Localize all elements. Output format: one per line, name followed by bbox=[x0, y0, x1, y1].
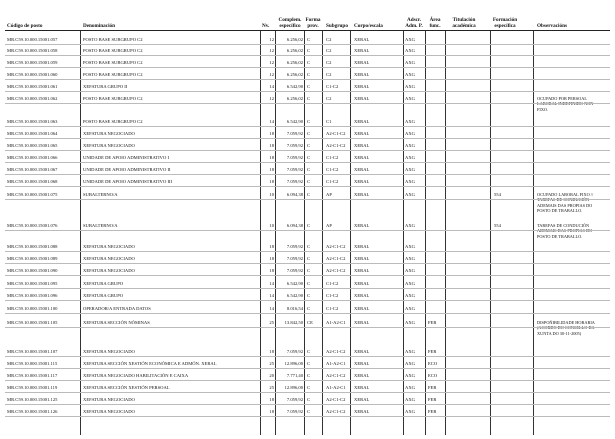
cell-corpo: XERAL bbox=[354, 306, 370, 311]
cell-subgrupo: A2-C1-C2 bbox=[326, 409, 346, 414]
cell-code: MR.C59.10.000.15001.063 bbox=[7, 119, 58, 124]
cell-corpo: XERAL bbox=[354, 320, 370, 325]
cell-forma: C bbox=[307, 397, 311, 402]
cell-adscr: AXG bbox=[405, 155, 415, 160]
header-corpo: Corpo/escala bbox=[354, 23, 383, 29]
cell-adscr: AXG bbox=[405, 349, 415, 354]
cell-corpo: XERAL bbox=[354, 84, 370, 89]
cell-nivel: 18 bbox=[269, 268, 274, 273]
cell-complemento: 6.542,90 bbox=[286, 119, 303, 124]
cell-subgrupo: A2-C1-C2 bbox=[326, 349, 346, 354]
cell-nivel: 12 bbox=[269, 37, 274, 42]
cell-nivel: 14 bbox=[269, 119, 274, 124]
row-separator bbox=[5, 79, 610, 80]
cell-complemento: 7.059,92 bbox=[286, 167, 303, 172]
cell-nivel: 12 bbox=[269, 72, 274, 77]
cell-corpo: XERAL bbox=[354, 349, 370, 354]
cell-forma: C bbox=[307, 244, 311, 249]
cell-complemento: 6.256,02 bbox=[286, 60, 303, 65]
cell-complemento: 12.896,00 bbox=[284, 385, 303, 390]
cell-denominacion: POSTO BASE SUBGRUPO C2 bbox=[83, 60, 143, 65]
cell-corpo: XERAL bbox=[354, 361, 370, 366]
cell-forma: C bbox=[307, 192, 311, 197]
cell-nivel: 18 bbox=[269, 256, 274, 261]
cell-adscr: AXG bbox=[405, 37, 415, 42]
cell-corpo: XERAL bbox=[354, 131, 370, 136]
cell-code: MR.C59.10.000.15001.125 bbox=[7, 397, 58, 402]
cell-complemento: 8.016,54 bbox=[286, 306, 303, 311]
cell-corpo: XERAL bbox=[354, 167, 370, 172]
cell-code: MR.C59.10.000.15001.066 bbox=[7, 155, 58, 160]
cell-adscr: AXG bbox=[405, 192, 415, 197]
cell-code: MR.C59.10.000.15001.107 bbox=[7, 349, 58, 354]
cell-code: MR.C59.10.000.15001.059 bbox=[7, 60, 58, 65]
cell-denominacion: XEFATURA NEGOCIADO bbox=[83, 256, 135, 261]
row-separator bbox=[5, 126, 610, 127]
cell-denominacion: XEFATURA GRUPO bbox=[83, 281, 124, 286]
cell-corpo: XERAL bbox=[354, 385, 370, 390]
cell-denominacion: XEFATURA NEGOCIADO bbox=[83, 409, 135, 414]
header-adscr: Adscr. Adm. P. bbox=[405, 17, 423, 29]
cell-code: MR.C59.10.000.15001.065 bbox=[7, 143, 58, 148]
cell-denominacion: XEFATURA NEGOCIADO bbox=[83, 143, 135, 148]
cell-complemento: 6.256,02 bbox=[286, 72, 303, 77]
cell-code: MR.C59.10.000.15001.089 bbox=[7, 256, 58, 261]
header-complemento: Complem. específico bbox=[278, 17, 302, 29]
cell-corpo: XERAL bbox=[354, 37, 370, 42]
cell-adscr: AXG bbox=[405, 167, 415, 172]
cell-nivel: 18 bbox=[269, 167, 274, 172]
cell-observacions: OCUPADO POR PERSOAL LABORAL INDEFINIDO NON FIXO. bbox=[537, 96, 594, 112]
row-separator bbox=[5, 251, 610, 252]
cell-subgrupo: C1-C2 bbox=[326, 306, 339, 311]
cell-nivel: 18 bbox=[269, 143, 274, 148]
cell-code: MR.C59.10.000.15001.095 bbox=[7, 281, 58, 286]
cell-subgrupo: A2-C1-C2 bbox=[326, 268, 346, 273]
cell-forma: C bbox=[307, 155, 311, 160]
cell-corpo: XERAL bbox=[354, 96, 370, 101]
cell-denominacion: XEFATURA NEGOCIADO bbox=[83, 244, 135, 249]
row-separator bbox=[5, 392, 610, 393]
cell-complemento: 12.896,00 bbox=[284, 361, 303, 366]
cell-forma: C bbox=[307, 119, 311, 124]
cell-adscr: AXG bbox=[405, 96, 415, 101]
cell-code: MR.C59.10.000.15001.068 bbox=[7, 179, 58, 184]
cell-subgrupo: C2 bbox=[326, 37, 332, 42]
cell-adscr: AXG bbox=[405, 361, 415, 366]
cell-complemento: 7.059,92 bbox=[286, 179, 303, 184]
cell-nivel: 14 bbox=[269, 293, 274, 298]
cell-code: MR.C59.10.000.15001.105 bbox=[7, 320, 58, 325]
cell-nivel: 18 bbox=[269, 409, 274, 414]
cell-subgrupo: A2-C1-C2 bbox=[326, 131, 346, 136]
cell-subgrupo: A1-A2-C1 bbox=[326, 361, 346, 366]
cell-denominacion: POSTO BASE SUBGRUPO C2 bbox=[83, 119, 143, 124]
cell-denominacion: XEFATURA GRUPO bbox=[83, 293, 124, 298]
cell-forma: C bbox=[307, 179, 311, 184]
row-separator bbox=[5, 230, 610, 231]
cell-subgrupo: C1-C2 bbox=[326, 84, 339, 89]
row-separator bbox=[5, 327, 610, 328]
cell-code: MR.C59.10.000.15001.060 bbox=[7, 72, 58, 77]
cell-corpo: XERAL bbox=[354, 48, 370, 53]
cell-subgrupo: C1-C2 bbox=[326, 155, 339, 160]
cell-adscr: AXG bbox=[405, 143, 415, 148]
cell-area: FER bbox=[428, 349, 437, 354]
cell-denominacion: OPERADOR/A ENTRADA DATOS bbox=[83, 306, 151, 311]
cell-adscr: AXG bbox=[405, 409, 415, 414]
cell-code: MR.C59.10.000.15001.090 bbox=[7, 268, 58, 273]
cell-corpo: XERAL bbox=[354, 72, 370, 77]
cell-subgrupo: AP bbox=[326, 192, 332, 197]
cell-adscr: AXG bbox=[405, 373, 415, 378]
row-separator bbox=[5, 67, 610, 68]
cell-adscr: AXG bbox=[405, 72, 415, 77]
cell-nivel: 14 bbox=[269, 281, 274, 286]
cell-subgrupo: C2 bbox=[326, 96, 332, 101]
row-separator bbox=[5, 91, 610, 92]
cell-nivel: 18 bbox=[269, 131, 274, 136]
cell-adscr: AXG bbox=[405, 244, 415, 249]
cell-forma: C bbox=[307, 84, 311, 89]
cell-forma: C bbox=[307, 167, 311, 172]
cell-complemento: 6.542,90 bbox=[286, 281, 303, 286]
cell-complemento: 7.771,40 bbox=[286, 373, 303, 378]
row-separator bbox=[5, 368, 610, 369]
header-subgrupo: Subgrupo bbox=[326, 23, 348, 29]
cell-forma: C bbox=[307, 131, 311, 136]
cell-code: MR.C59.10.000.15001.062 bbox=[7, 96, 58, 101]
cell-complemento: 7.059,92 bbox=[286, 155, 303, 160]
cell-subgrupo: C1-C2 bbox=[326, 281, 339, 286]
cell-adscr: AXG bbox=[405, 320, 415, 325]
cell-nivel: 20 bbox=[269, 373, 274, 378]
cell-corpo: XERAL bbox=[354, 409, 370, 414]
cell-complemento: 6.542,90 bbox=[286, 84, 303, 89]
cell-formacion: 554 bbox=[494, 192, 501, 197]
cell-adscr: AXG bbox=[405, 84, 415, 89]
cell-code: MR.C59.10.000.15001.115 bbox=[7, 361, 58, 366]
cell-adscr: AXG bbox=[405, 385, 415, 390]
cell-forma: C bbox=[307, 306, 311, 311]
cell-denominacion: UNIDADE DE APOIO ADMINISTRATIVO I bbox=[83, 155, 169, 160]
cell-adscr: AXG bbox=[405, 131, 415, 136]
cell-subgrupo: C2 bbox=[326, 48, 332, 53]
cell-adscr: AXG bbox=[405, 223, 415, 228]
cell-code: MR.C59.10.000.15001.067 bbox=[7, 167, 58, 172]
cell-forma: C bbox=[307, 349, 311, 354]
cell-subgrupo: C1-C2 bbox=[326, 167, 339, 172]
cell-corpo: XERAL bbox=[354, 155, 370, 160]
cell-forma: C bbox=[307, 37, 311, 42]
cell-denominacion: XEFATURA NEGOCIADO HABILITACIÓN E CAIXA bbox=[83, 373, 189, 378]
cell-complemento: 7.059,92 bbox=[286, 268, 303, 273]
cell-code: MR.C59.10.000.15001.076 bbox=[7, 223, 58, 228]
cell-denominacion: UNIDADE DE APOIO ADMINISTRATIVO III bbox=[83, 179, 173, 184]
cell-adscr: AXG bbox=[405, 48, 415, 53]
cell-complemento: 6.256,02 bbox=[286, 37, 303, 42]
cell-subgrupo: C2 bbox=[326, 72, 332, 77]
cell-subgrupo: A2-C1-C2 bbox=[326, 256, 346, 261]
cell-observacions: OCUPADO LABORAL FIXO // TAREFAS DE CONDUCIÓN ADEMAIS DAS PROPIAS DO POSTO DE TRABALLO. bbox=[537, 192, 594, 213]
cell-denominacion: XEFATURA NEGOCIADO bbox=[83, 268, 135, 273]
cell-forma: C bbox=[307, 409, 311, 414]
row-separator bbox=[5, 162, 610, 163]
cell-nivel: 18 bbox=[269, 397, 274, 402]
cell-corpo: XERAL bbox=[354, 268, 370, 273]
cell-denominacion: XEFATURA NEGOCIADO bbox=[83, 131, 135, 136]
cell-corpo: XERAL bbox=[354, 397, 370, 402]
cell-forma: C bbox=[307, 223, 311, 228]
cell-adscr: AXG bbox=[405, 119, 415, 124]
row-separator bbox=[5, 380, 610, 381]
header-area: Área func. bbox=[429, 17, 441, 29]
cell-complemento: 7.059,92 bbox=[286, 143, 303, 148]
cell-code: MR.C59.10.000.15001.058 bbox=[7, 48, 58, 53]
cell-subgrupo: A1-A2-C1 bbox=[326, 320, 346, 325]
cell-denominacion: XEFATURA NEGOCIADO bbox=[83, 349, 135, 354]
cell-corpo: XERAL bbox=[354, 223, 370, 228]
cell-adscr: AXG bbox=[405, 179, 415, 184]
cell-denominacion: XEFATURA GRUPO II bbox=[83, 84, 128, 89]
row-separator bbox=[5, 44, 610, 45]
cell-forma: C bbox=[307, 293, 311, 298]
cell-subgrupo: AP bbox=[326, 223, 332, 228]
cell-denominacion: XEFATURA SECCIÓN XESTIÓN ECONÓMICA E ADMÓN. XERAL bbox=[83, 361, 217, 366]
cell-complemento: 7.059,92 bbox=[286, 409, 303, 414]
row-separator bbox=[5, 313, 610, 314]
cell-nivel: 25 bbox=[269, 361, 274, 366]
cell-complemento: 7.059,92 bbox=[286, 349, 303, 354]
cell-nivel: 25 bbox=[269, 385, 274, 390]
cell-complemento: 7.059,92 bbox=[286, 131, 303, 136]
cell-denominacion: SUBALTERNO/A bbox=[83, 223, 118, 228]
cell-code: MR.C59.10.000.15001.064 bbox=[7, 131, 58, 136]
cell-adscr: AXG bbox=[405, 306, 415, 311]
cell-corpo: XERAL bbox=[354, 179, 370, 184]
cell-denominacion: SUBALTERNO/A bbox=[83, 192, 118, 197]
cell-adscr: AXG bbox=[405, 397, 415, 402]
cell-forma: C bbox=[307, 72, 311, 77]
cell-adscr: AXG bbox=[405, 293, 415, 298]
cell-code: MR.C59.10.000.15001.119 bbox=[7, 385, 58, 390]
cell-forma: C bbox=[307, 385, 311, 390]
cell-corpo: XERAL bbox=[354, 293, 370, 298]
cell-nivel: 12 bbox=[269, 60, 274, 65]
cell-nivel: 18 bbox=[269, 179, 274, 184]
cell-complemento: 7.059,92 bbox=[286, 397, 303, 402]
cell-nivel: 25 bbox=[269, 320, 274, 325]
cell-nivel: 18 bbox=[269, 155, 274, 160]
header-forma: Forma prov. bbox=[305, 17, 321, 29]
row-separator bbox=[5, 186, 610, 187]
cell-forma: CE bbox=[307, 320, 313, 325]
cell-code: MR.C59.10.000.15001.088 bbox=[7, 244, 58, 249]
cell-complemento: 6.094,38 bbox=[286, 223, 303, 228]
header-codigo: Código de posto bbox=[7, 23, 43, 29]
cell-denominacion: POSTO BASE SUBGRUPO C2 bbox=[83, 72, 143, 77]
cell-denominacion: XEFATURA SECCIÓN XESTIÓN PERSOAL bbox=[83, 385, 170, 390]
cell-subgrupo: C1-C2 bbox=[326, 179, 339, 184]
header-observacions: Observacións bbox=[537, 23, 567, 29]
cell-corpo: XERAL bbox=[354, 143, 370, 148]
cell-complemento: 6.256,02 bbox=[286, 96, 303, 101]
cell-denominacion: POSTO BASE SUBGRUPO C2 bbox=[83, 37, 143, 42]
cell-subgrupo: A2-C1-C2 bbox=[326, 373, 346, 378]
cell-code: MR.C59.10.000.15001.075 bbox=[7, 192, 58, 197]
cell-adscr: AXG bbox=[405, 256, 415, 261]
header-titulacion: Titulación académica bbox=[452, 17, 476, 29]
cell-forma: C bbox=[307, 48, 311, 53]
cell-area: ECO bbox=[428, 361, 438, 366]
row-separator bbox=[5, 356, 610, 357]
cell-adscr: AXG bbox=[405, 281, 415, 286]
cell-code: MR.C59.10.000.15001.057 bbox=[7, 37, 58, 42]
cell-corpo: XERAL bbox=[354, 244, 370, 249]
row-separator bbox=[5, 404, 610, 405]
cell-subgrupo: A1-A2-C1 bbox=[326, 385, 346, 390]
cell-corpo: XERAL bbox=[354, 373, 370, 378]
cell-complemento: 7.059,92 bbox=[286, 256, 303, 261]
cell-nivel: 14 bbox=[269, 84, 274, 89]
cell-corpo: XERAL bbox=[354, 281, 370, 286]
row-separator bbox=[5, 275, 610, 276]
cell-subgrupo: C2 bbox=[326, 60, 332, 65]
row-separator bbox=[5, 199, 610, 200]
cell-area: ECO bbox=[428, 373, 438, 378]
cell-forma: C bbox=[307, 256, 311, 261]
cell-code: MR.C59.10.000.15001.100 bbox=[7, 306, 58, 311]
cell-area: FER bbox=[428, 320, 437, 325]
cell-corpo: XERAL bbox=[354, 119, 370, 124]
row-separator bbox=[5, 55, 610, 56]
cell-observacions: TAREFAS DE CONDUCIÓN ADEMAIS DAS PROPIAS DO POSTO DE TRABALLO. bbox=[537, 223, 593, 239]
cell-code: MR.C59.10.000.15001.126 bbox=[7, 409, 58, 414]
row-separator bbox=[5, 174, 610, 175]
header-nivel: Nv. bbox=[262, 23, 270, 29]
cell-forma: C bbox=[307, 281, 311, 286]
cell-complemento: 13.842,50 bbox=[284, 320, 303, 325]
cell-area: FER bbox=[428, 385, 437, 390]
cell-subgrupo: A2-C1-C2 bbox=[326, 244, 346, 249]
header-denominacion: Denominación bbox=[83, 23, 115, 29]
cell-complemento: 6.256,02 bbox=[286, 48, 303, 53]
cell-observacions: DISPOÑIBILIDADE HORARIA (ACORDO DO CONSELLO DA XUNTA DO 30-11-2005) bbox=[537, 320, 595, 336]
row-separator bbox=[5, 103, 610, 104]
cell-subgrupo: C1-C2 bbox=[326, 293, 339, 298]
header-formacion: Formación específica bbox=[492, 17, 518, 29]
cell-area: FER bbox=[428, 409, 437, 414]
cell-denominacion: UNIDADE DE APOIO ADMINISTRATIVO II bbox=[83, 167, 171, 172]
cell-denominacion: POSTO BASE SUBGRUPO C2 bbox=[83, 96, 143, 101]
cell-nivel: 10 bbox=[269, 223, 274, 228]
cell-corpo: XERAL bbox=[354, 256, 370, 261]
cell-forma: C bbox=[307, 268, 311, 273]
cell-subgrupo: C1 bbox=[326, 119, 332, 124]
cell-forma: C bbox=[307, 143, 311, 148]
cell-nivel: 18 bbox=[269, 244, 274, 249]
cell-denominacion: XEFATURA NEGOCIADO bbox=[83, 397, 135, 402]
row-separator bbox=[5, 416, 610, 417]
cell-corpo: XERAL bbox=[354, 60, 370, 65]
cell-nivel: 10 bbox=[269, 192, 274, 197]
cell-area: FER bbox=[428, 397, 437, 402]
cell-complemento: 6.094,38 bbox=[286, 192, 303, 197]
cell-forma: C bbox=[307, 96, 311, 101]
cell-corpo: XERAL bbox=[354, 192, 370, 197]
cell-complemento: 6.542,90 bbox=[286, 293, 303, 298]
cell-forma: C bbox=[307, 361, 311, 366]
cell-complemento: 7.059,92 bbox=[286, 244, 303, 249]
cell-nivel: 12 bbox=[269, 48, 274, 53]
cell-denominacion: XEFATURA SECCIÓN NÓMINAS bbox=[83, 320, 150, 325]
cell-subgrupo: A2-C1-C2 bbox=[326, 397, 346, 402]
cell-adscr: AXG bbox=[405, 60, 415, 65]
cell-denominacion: POSTO BASE SUBGRUPO C2 bbox=[83, 48, 143, 53]
cell-code: MR.C59.10.000.15001.117 bbox=[7, 373, 58, 378]
header-rule bbox=[5, 30, 610, 31]
cell-adscr: AXG bbox=[405, 268, 415, 273]
cell-nivel: 18 bbox=[269, 349, 274, 354]
cell-subgrupo: A2-C1-C2 bbox=[326, 143, 346, 148]
row-separator bbox=[5, 300, 610, 301]
row-separator bbox=[5, 288, 610, 289]
cell-nivel: 14 bbox=[269, 306, 274, 311]
cell-code: MR.C59.10.000.15001.096 bbox=[7, 293, 58, 298]
row-separator bbox=[5, 138, 610, 139]
row-separator bbox=[5, 150, 610, 151]
cell-code: MR.C59.10.000.15001.061 bbox=[7, 84, 58, 89]
cell-nivel: 12 bbox=[269, 96, 274, 101]
cell-forma: C bbox=[307, 60, 311, 65]
row-separator bbox=[5, 263, 610, 264]
cell-formacion: 554 bbox=[494, 223, 501, 228]
cell-forma: C bbox=[307, 373, 311, 378]
